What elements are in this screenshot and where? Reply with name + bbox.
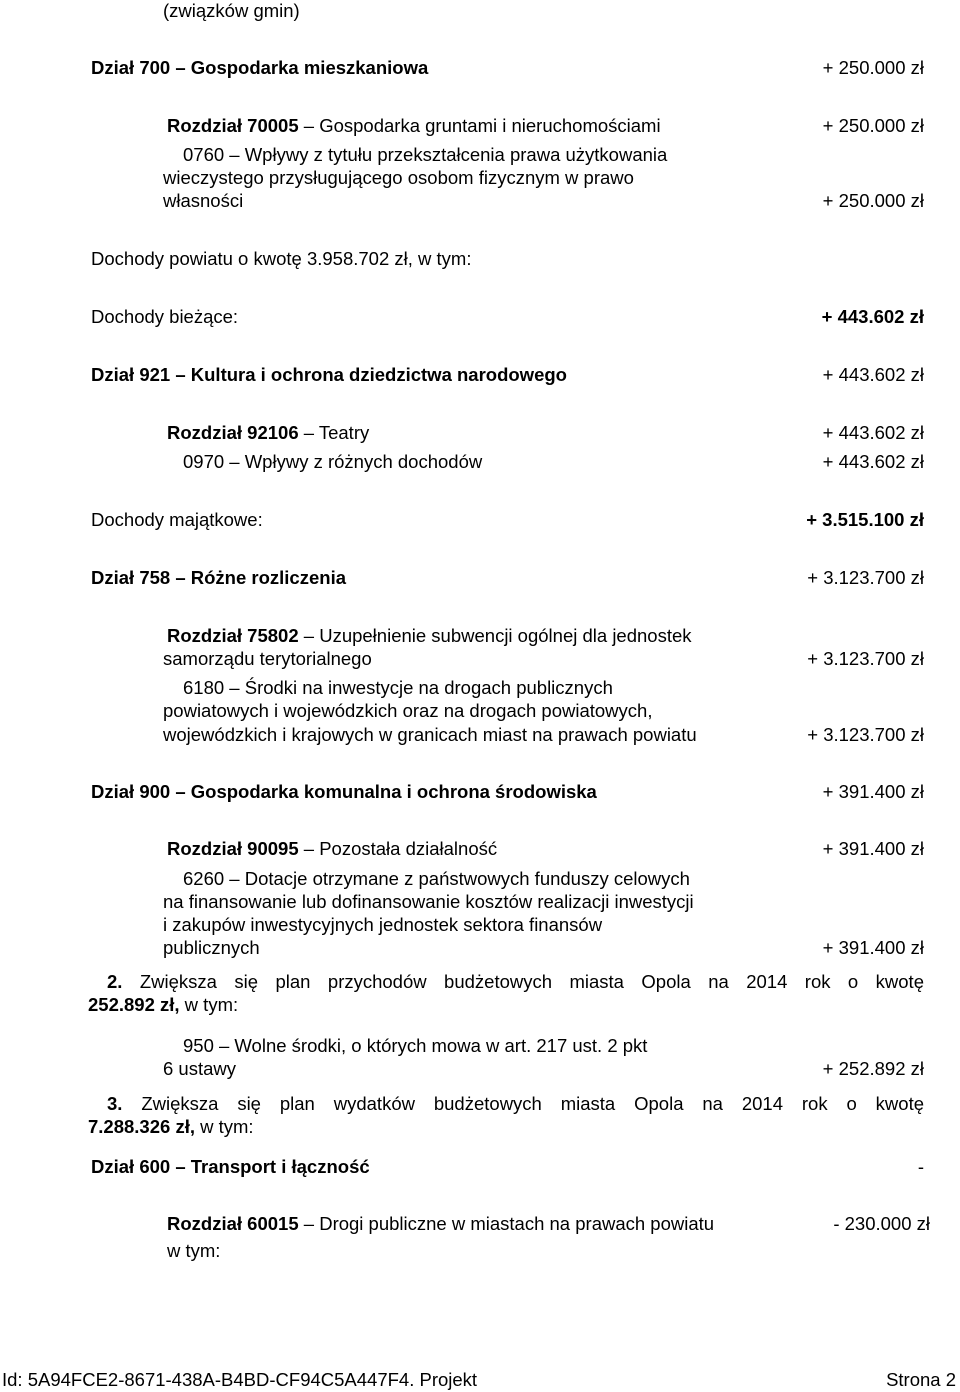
dochody-majatkowe-label: Dochody majątkowe:: [91, 509, 263, 530]
subsection-label: Rozdział 92106: [167, 422, 299, 443]
paragraph-6260-line3: i zakupów inwestycyjnych jednostek sektora finansów: [163, 914, 603, 935]
paragraph-6180-line2: powiatowych i wojewódzkich oraz na drogach powiatowych,: [163, 700, 653, 721]
amount-rozdzial-90095: + 391.400 zł: [822, 838, 924, 859]
paragraph-950-line2: 6 ustawy: [163, 1058, 237, 1079]
footer-page-number: Strona 2: [886, 1369, 956, 1390]
dochody-powiatu-heading: Dochody powiatu o kwotę 3.958.702 zł, w tym:: [91, 248, 472, 269]
subsection-title: Teatry: [318, 422, 370, 443]
point-number: 3.: [107, 1093, 123, 1114]
paragraph-0760-line1: 0760 – Wpływy z tytułu przekształcenia prawa użytkowania: [183, 144, 668, 165]
point-3-text: Zwiększa się plan wydatków budżetowych miasta Opola na 2014 rok o kwotę: [122, 1093, 924, 1114]
subsection-label: Rozdział 75802: [167, 625, 299, 646]
amount-rozdzial-75802: + 3.123.700 zł: [807, 648, 924, 669]
section-title: Różne rozliczenia: [190, 567, 346, 588]
amount-0970: + 443.602 zł: [822, 451, 924, 472]
amount-rozdzial-70005: + 250.000 zł: [822, 115, 924, 136]
subsection-title: Pozostała działalność: [319, 838, 498, 859]
paragraph-6260-line2: na finansowanie lub dofinansowanie kosztów realizacji inwestycji: [163, 891, 694, 912]
paragraph-6180-line3: wojewódzkich i krajowych w granicach miast na prawach powiatu: [163, 724, 697, 745]
dash: –: [298, 115, 320, 136]
subsection-rozdzial-75802: [167, 625, 692, 647]
subsection-title: Gospodarka gruntami i nieruchomościami: [319, 115, 661, 136]
point-3-amount: 7.288.326 zł,: [88, 1116, 195, 1137]
paragraph-950-line1: 950 – Wolne środki, o których mowa w art. 217 ust. 2 pkt: [183, 1035, 648, 1056]
dash: –: [298, 1213, 320, 1234]
section-dzial-700: [91, 57, 428, 79]
section-title: Gospodarka mieszkaniowa: [190, 57, 429, 78]
subsection-label: Rozdział 90095: [167, 838, 299, 859]
subsection-title: Uzupełnienie subwencji ogólnej dla jednostek: [319, 625, 692, 646]
point-2-amount: 252.892 zł,: [88, 994, 180, 1015]
section-dzial-921: [91, 364, 567, 386]
amount-rozdzial-60015: - 230.000 zł: [833, 1213, 930, 1234]
amount-0760: + 250.000 zł: [822, 190, 924, 211]
section-label: Dział 700: [91, 57, 171, 78]
amount-dzial-900: + 391.400 zł: [822, 781, 924, 802]
dash: –: [170, 57, 191, 78]
section-title: Gospodarka komunalna i ochrona środowiska: [190, 781, 597, 802]
section-title: Kultura i ochrona dziedzictwa narodowego: [190, 364, 567, 385]
paragraph-6180-line1: 6180 – Środki na inwestycje na drogach publicznych: [183, 677, 613, 698]
amount-dochody-majatkowe: + 3.515.100 zł: [806, 509, 924, 530]
section-label: Dział 921: [91, 364, 171, 385]
subsection-label: Rozdział 60015: [167, 1213, 299, 1234]
dochody-biezace-label: Dochody bieżące:: [91, 306, 239, 327]
amount-950: + 252.892 zł: [822, 1058, 924, 1079]
footer-document-id: Id: 5A94FCE2-8671-438A-B4BD-CF94C5A447F4. Projekt: [2, 1369, 478, 1390]
dash: –: [298, 422, 319, 443]
paragraph-0970: 0970 – Wpływy z różnych dochodów: [183, 451, 483, 472]
section-label: Dział 758: [91, 567, 171, 588]
point-2-text: Zwiększa się plan przychodów budżetowych miasta Opola na 2014 rok o kwotę: [122, 971, 924, 992]
dash: –: [170, 567, 191, 588]
subsection-rozdzial-70005: [167, 115, 661, 137]
point-3-line2: [88, 1116, 254, 1138]
section-title: Transport i łączność: [190, 1156, 370, 1177]
subsection-rozdzial-75802-line2: samorządu terytorialnego: [163, 648, 372, 669]
point-3-line1: [107, 1093, 924, 1115]
point-2-line1: [107, 971, 924, 993]
section-dzial-600: [91, 1156, 370, 1178]
amount-dzial-600: -: [917, 1156, 924, 1177]
point-3-rest: w tym:: [194, 1116, 254, 1137]
amount-dzial-700: + 250.000 zł: [822, 57, 924, 78]
point-number: 2.: [107, 971, 123, 992]
amount-6260: + 391.400 zł: [822, 937, 924, 958]
point-2-line2: [88, 994, 238, 1016]
subsection-rozdzial-92106: [167, 422, 369, 444]
amount-dochody-biezace: + 443.602 zł: [821, 306, 924, 327]
section-dzial-758: [91, 567, 346, 589]
section-dzial-900: [91, 781, 597, 803]
amount-rozdzial-92106: + 443.602 zł: [822, 422, 924, 443]
subsection-rozdzial-60015: [167, 1213, 714, 1235]
paragraph-6260-line1: 6260 – Dotacje otrzymane z państwowych funduszy celowych: [183, 868, 690, 889]
amount-dzial-758: + 3.123.700 zł: [807, 567, 924, 588]
continued-text: (związków gmin): [163, 0, 300, 21]
subsection-rozdzial-90095: [167, 838, 497, 860]
paragraph-6260-line4: publicznych: [163, 937, 260, 958]
dash: –: [298, 838, 320, 859]
section-label: Dział 900: [91, 781, 171, 802]
subsection-rozdzial-60015-line2: w tym:: [167, 1240, 221, 1261]
subsection-title: Drogi publiczne w miastach na prawach powiatu: [319, 1213, 715, 1234]
paragraph-0760-line2: wieczystego przysługującego osobom fizycznym w prawo: [163, 167, 634, 188]
point-2-rest: w tym:: [179, 994, 239, 1015]
amount-dzial-921: + 443.602 zł: [822, 364, 924, 385]
dash: –: [170, 781, 191, 802]
paragraph-0760-line3: własności: [163, 190, 244, 211]
dash: –: [298, 625, 320, 646]
dash: –: [170, 1156, 191, 1177]
amount-6180: + 3.123.700 zł: [807, 724, 924, 745]
section-label: Dział 600: [91, 1156, 171, 1177]
dash: –: [170, 364, 191, 385]
subsection-label: Rozdział 70005: [167, 115, 299, 136]
